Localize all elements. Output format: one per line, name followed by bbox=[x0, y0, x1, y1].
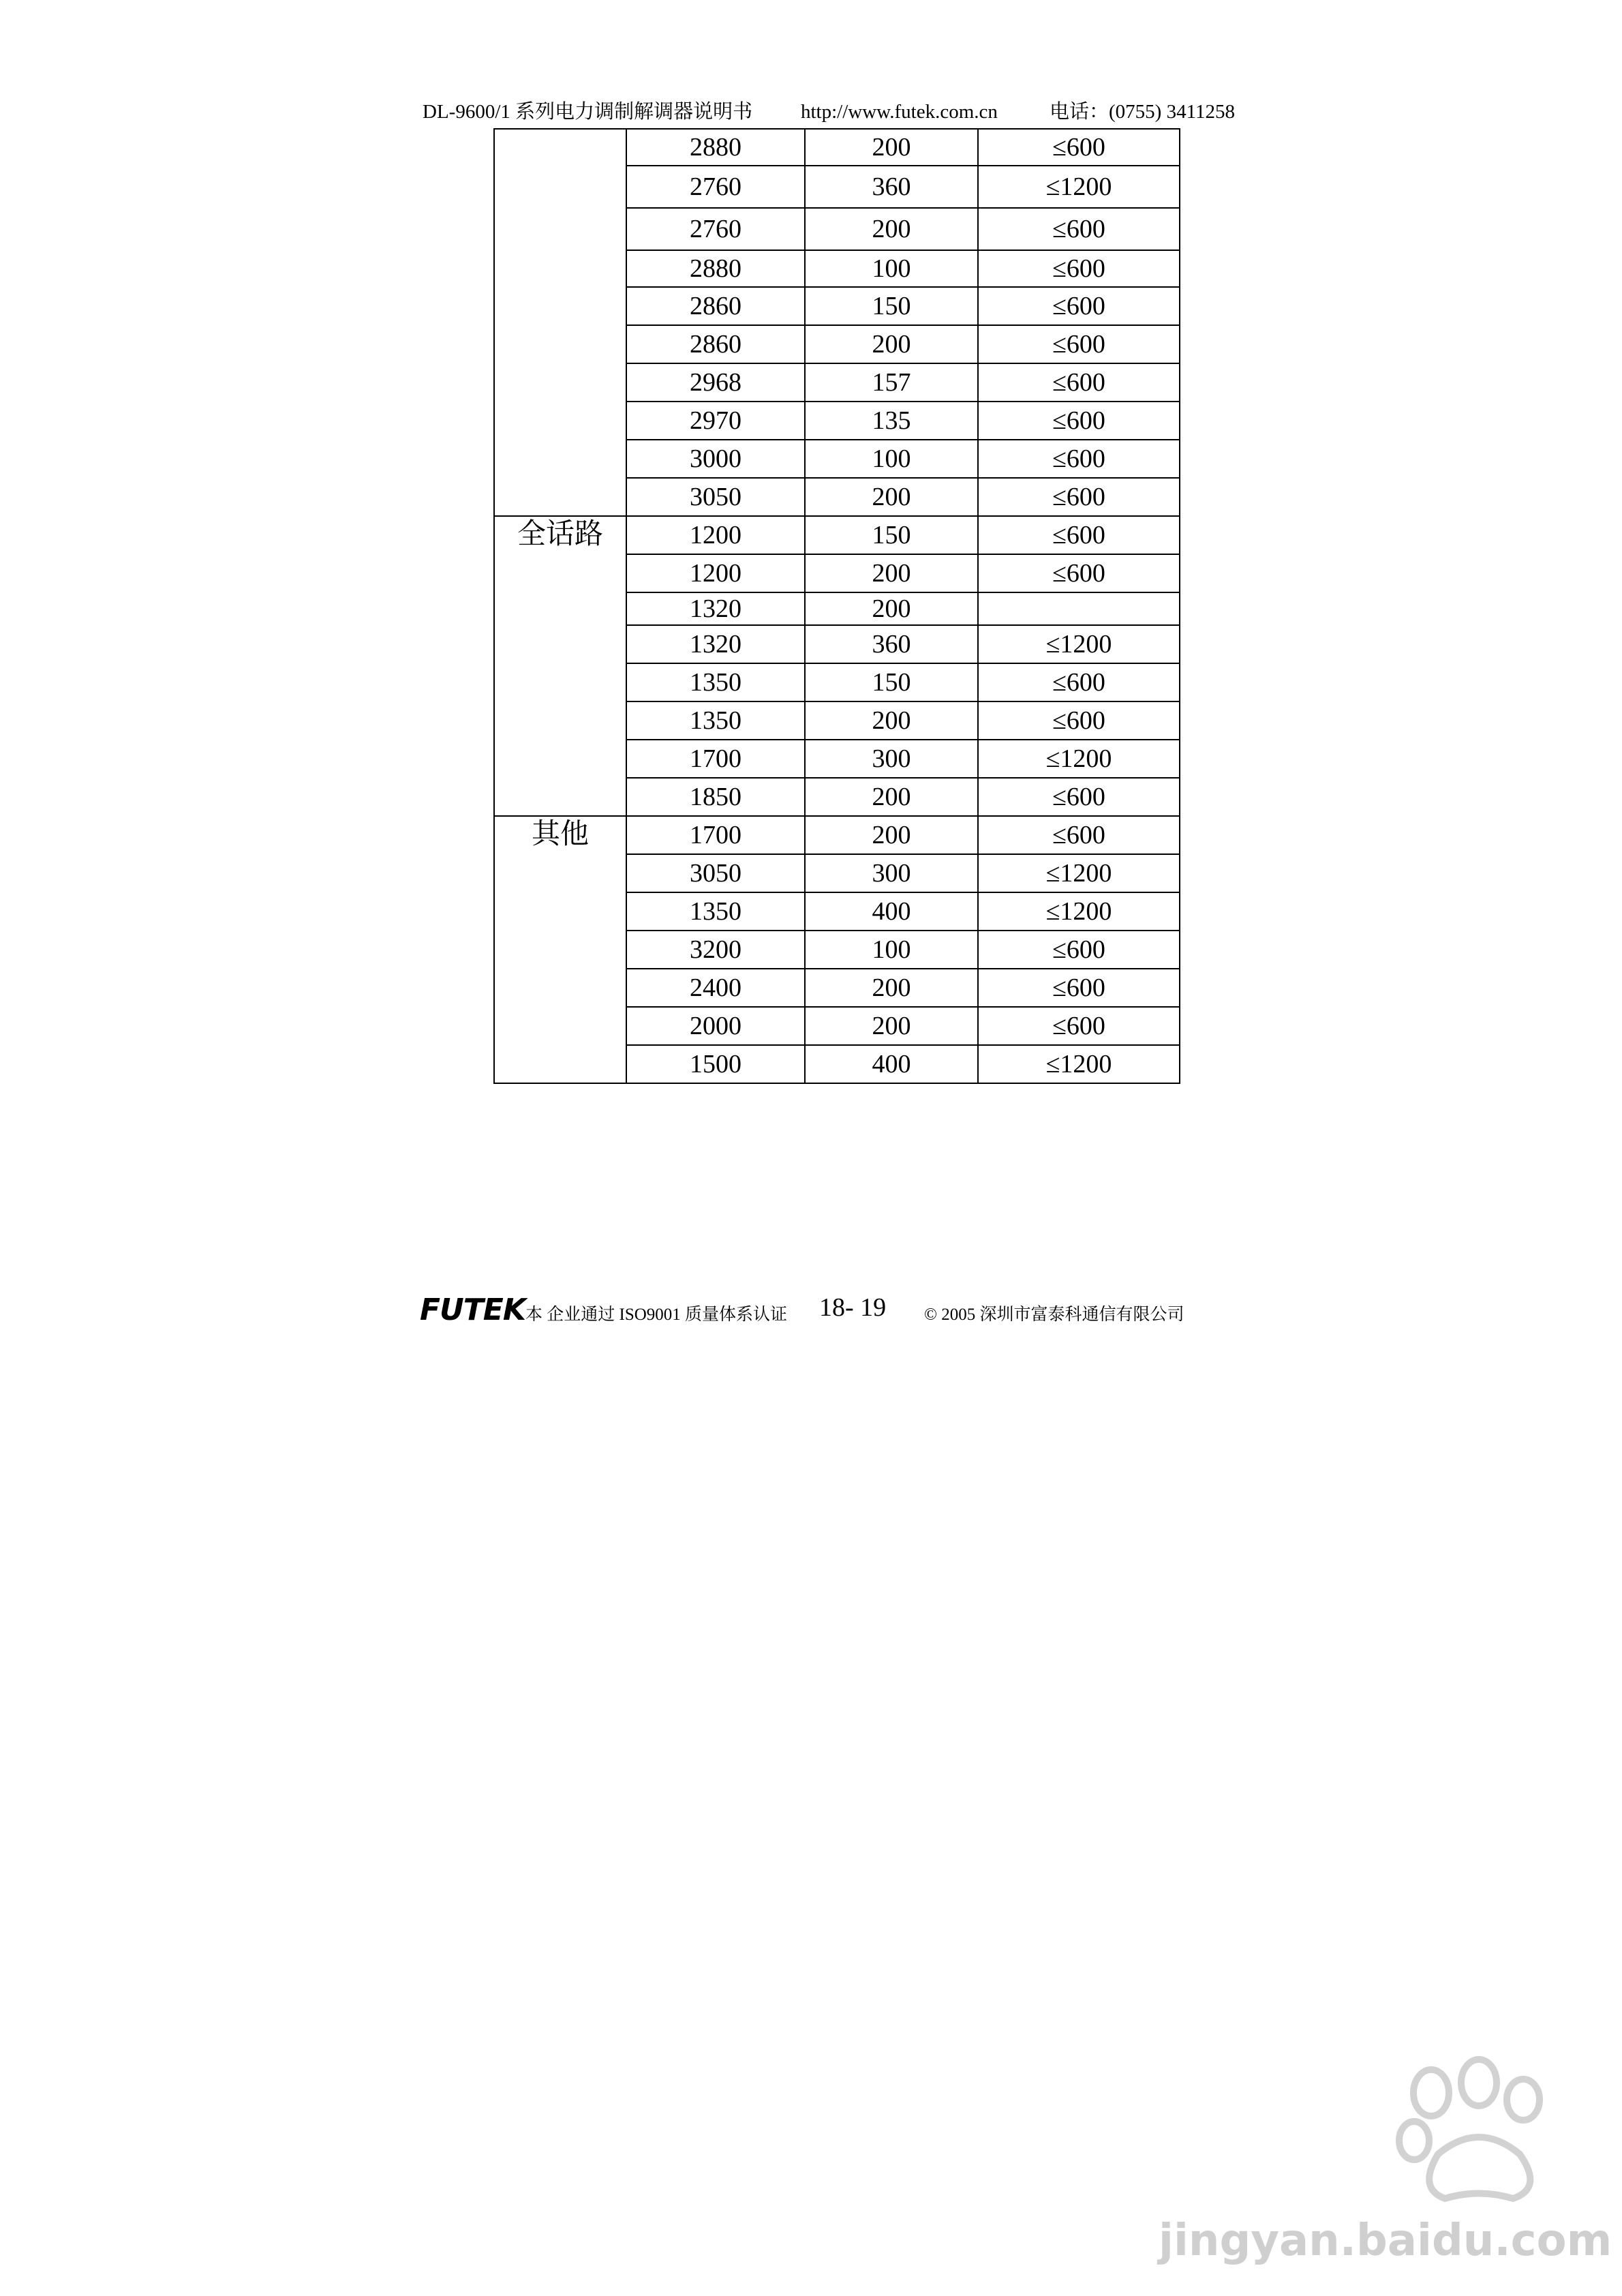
frequency-cell: 1320 bbox=[626, 625, 805, 663]
bandwidth-cell: 200 bbox=[805, 554, 978, 592]
bandwidth-cell: 360 bbox=[805, 166, 978, 208]
phone-number: 电话：(0755) 3411258 bbox=[1050, 101, 1235, 123]
rate-cell: ≤600 bbox=[978, 440, 1180, 478]
bandwidth-cell: 200 bbox=[805, 701, 978, 740]
frequency-cell: 2880 bbox=[626, 129, 805, 166]
bandwidth-cell: 400 bbox=[805, 892, 978, 931]
futek-logo: FUTEK bbox=[420, 1293, 525, 1327]
bandwidth-cell: 300 bbox=[805, 854, 978, 892]
rate-cell: ≤1200 bbox=[978, 1045, 1180, 1083]
rate-cell bbox=[978, 592, 1180, 625]
rate-cell: ≤600 bbox=[978, 478, 1180, 516]
baidu-paw-icon bbox=[1145, 2052, 1608, 2222]
rate-cell: ≤600 bbox=[978, 1007, 1180, 1045]
frequency-cell: 1350 bbox=[626, 892, 805, 931]
bandwidth-cell: 200 bbox=[805, 478, 978, 516]
frequency-cell: 1320 bbox=[626, 592, 805, 625]
baidu-jingyan-watermark bbox=[1145, 2052, 1612, 2277]
group-label: 其他 bbox=[494, 816, 626, 1083]
bandwidth-cell: 200 bbox=[805, 208, 978, 250]
rate-cell: ≤600 bbox=[978, 816, 1180, 854]
rate-cell: ≤600 bbox=[978, 554, 1180, 592]
frequency-cell: 2970 bbox=[626, 402, 805, 440]
website-url: http://www.futek.com.cn bbox=[801, 101, 998, 123]
rate-cell: ≤1200 bbox=[978, 166, 1180, 208]
bandwidth-cell: 100 bbox=[805, 250, 978, 287]
frequency-cell: 2760 bbox=[626, 208, 805, 250]
spec-table bbox=[493, 128, 1180, 1084]
rate-cell: ≤600 bbox=[978, 969, 1180, 1007]
rate-cell: ≤600 bbox=[978, 778, 1180, 816]
rate-cell: ≤600 bbox=[978, 129, 1180, 166]
frequency-cell: 1200 bbox=[626, 554, 805, 592]
bandwidth-cell: 150 bbox=[805, 287, 978, 325]
bandwidth-cell: 200 bbox=[805, 778, 978, 816]
bandwidth-cell: 100 bbox=[805, 440, 978, 478]
frequency-cell: 2968 bbox=[626, 363, 805, 402]
bandwidth-cell: 200 bbox=[805, 592, 978, 625]
bandwidth-cell: 300 bbox=[805, 740, 978, 778]
rate-cell: ≤600 bbox=[978, 663, 1180, 701]
rate-cell: ≤1200 bbox=[978, 892, 1180, 931]
bandwidth-cell: 200 bbox=[805, 129, 978, 166]
bandwidth-cell: 150 bbox=[805, 663, 978, 701]
frequency-cell: 3050 bbox=[626, 478, 805, 516]
bandwidth-cell: 200 bbox=[805, 1007, 978, 1045]
page-number: 18- 19 bbox=[819, 1293, 887, 1322]
table-row bbox=[494, 516, 1180, 554]
frequency-cell: 3050 bbox=[626, 854, 805, 892]
frequency-cell: 1850 bbox=[626, 778, 805, 816]
frequency-cell: 1500 bbox=[626, 1045, 805, 1083]
rate-cell: ≤600 bbox=[978, 701, 1180, 740]
table-row bbox=[494, 816, 1180, 854]
bandwidth-cell: 400 bbox=[805, 1045, 978, 1083]
rate-cell: ≤600 bbox=[978, 363, 1180, 402]
group-label: 全话路 bbox=[494, 516, 626, 816]
frequency-cell: 2860 bbox=[626, 325, 805, 363]
frequency-cell: 2760 bbox=[626, 166, 805, 208]
iso-certification: 本 企业通过 ISO9001 质量体系认证 bbox=[525, 1305, 788, 1324]
frequency-cell: 1350 bbox=[626, 701, 805, 740]
frequency-cell: 1700 bbox=[626, 740, 805, 778]
document-title: DL-9600/1 系列电力调制解调器说明书 bbox=[423, 101, 753, 123]
bandwidth-cell: 135 bbox=[805, 402, 978, 440]
watermark-domain: jingyan.baidu.com bbox=[1159, 2216, 1612, 2266]
frequency-cell: 1200 bbox=[626, 516, 805, 554]
bandwidth-cell: 200 bbox=[805, 969, 978, 1007]
rate-cell: ≤600 bbox=[978, 325, 1180, 363]
bandwidth-cell: 200 bbox=[805, 816, 978, 854]
rate-cell: ≤600 bbox=[978, 250, 1180, 287]
frequency-cell: 2400 bbox=[626, 969, 805, 1007]
rate-cell: ≤600 bbox=[978, 402, 1180, 440]
rate-cell: ≤600 bbox=[978, 931, 1180, 969]
frequency-cell: 1700 bbox=[626, 816, 805, 854]
frequency-cell: 2880 bbox=[626, 250, 805, 287]
bandwidth-cell: 150 bbox=[805, 516, 978, 554]
bandwidth-cell: 360 bbox=[805, 625, 978, 663]
rate-cell: ≤1200 bbox=[978, 625, 1180, 663]
rate-cell: ≤600 bbox=[978, 287, 1180, 325]
rate-cell: ≤600 bbox=[978, 208, 1180, 250]
bandwidth-cell: 100 bbox=[805, 931, 978, 969]
copyright: © 2005 深圳市富泰科通信有限公司 bbox=[924, 1305, 1184, 1324]
frequency-cell: 2860 bbox=[626, 287, 805, 325]
bandwidth-cell: 157 bbox=[805, 363, 978, 402]
bandwidth-cell: 200 bbox=[805, 325, 978, 363]
rate-cell: ≤1200 bbox=[978, 740, 1180, 778]
group-label bbox=[494, 129, 626, 516]
rate-cell: ≤600 bbox=[978, 516, 1180, 554]
rate-cell: ≤1200 bbox=[978, 854, 1180, 892]
frequency-cell: 3000 bbox=[626, 440, 805, 478]
table-row bbox=[494, 129, 1180, 166]
frequency-cell: 3200 bbox=[626, 931, 805, 969]
frequency-cell: 1350 bbox=[626, 663, 805, 701]
frequency-cell: 2000 bbox=[626, 1007, 805, 1045]
